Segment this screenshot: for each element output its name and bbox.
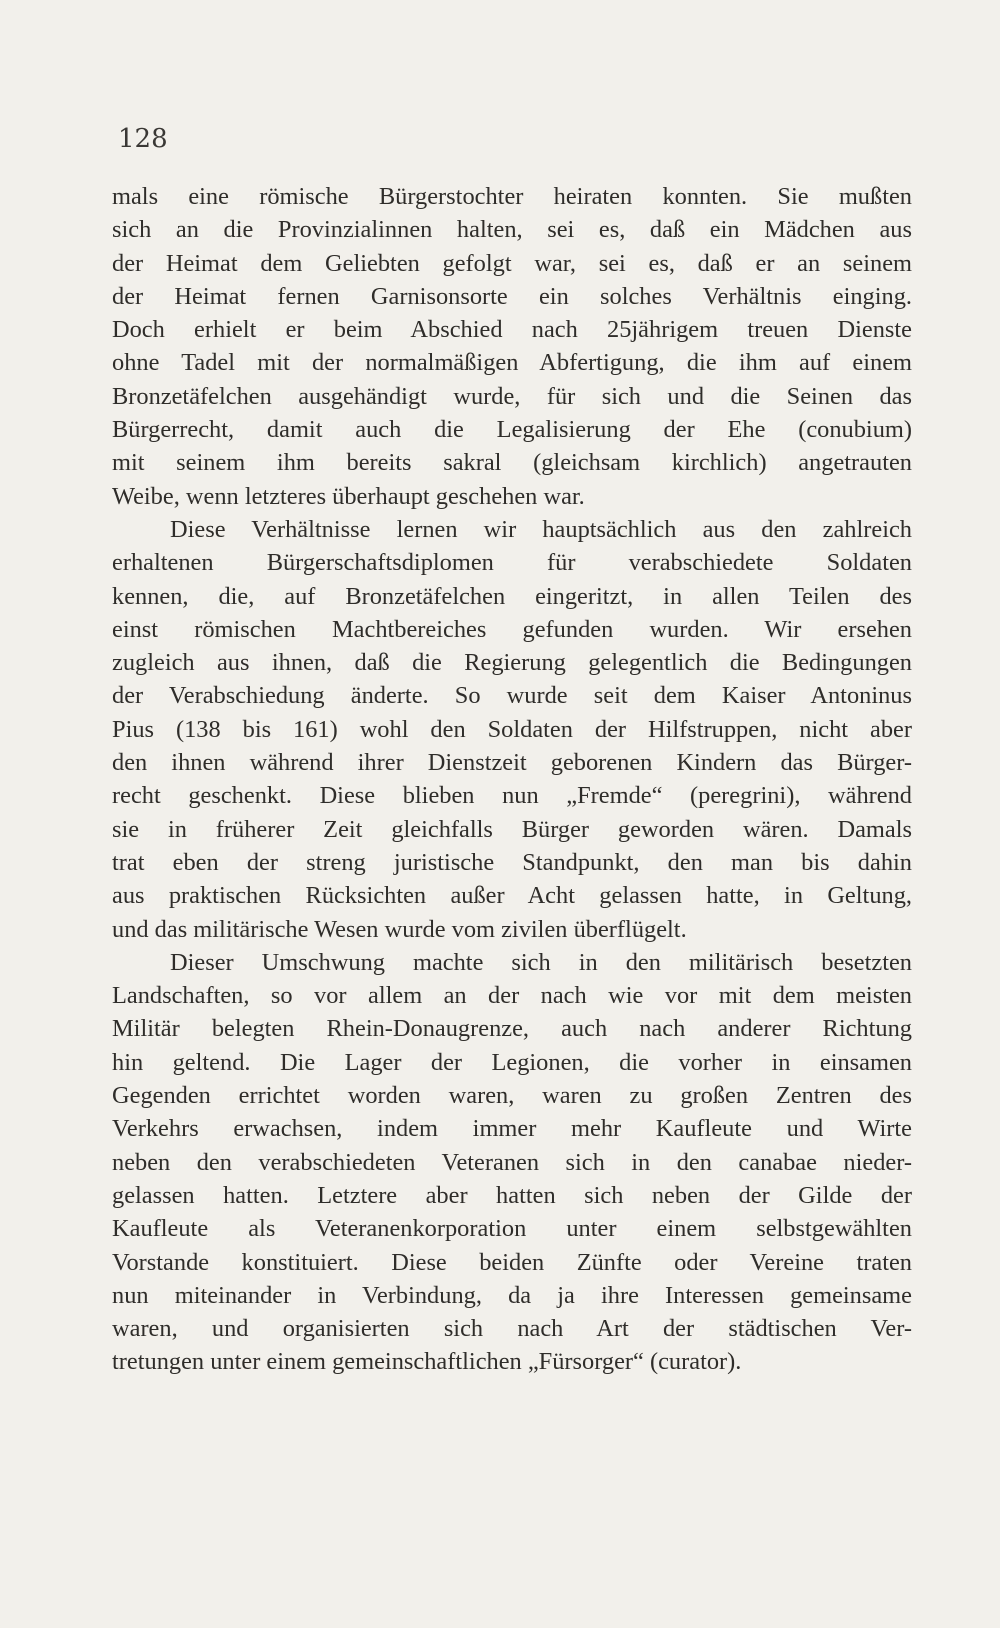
text-line: hin geltend. Die Lager der Legionen, die vorher in einsamen	[112, 1048, 912, 1076]
text-line: mit seinem ihm bereits sakral (gleichsam kirchlich) angetrauten	[112, 449, 912, 477]
text-line: der Heimat dem Geliebten gefolgt war, sei es, daß er an seinem	[112, 249, 912, 277]
text-line: einst römischen Machtbereiches gefunden wurden. Wir ersehen	[112, 615, 912, 643]
text-line: den ihnen während ihrer Dienstzeit geborenen Kindern das Bürger-	[112, 749, 912, 777]
paragraph-2	[112, 513, 912, 946]
text-line: und das militärische Wesen wurde vom zivilen überflügelt.	[112, 915, 687, 943]
text-line: sich an die Provinzialinnen halten, sei es, daß ein Mädchen aus	[112, 216, 912, 244]
text-line: erhaltenen Bürgerschaftsdiplomen für verabschiedete Soldaten	[112, 549, 912, 577]
text-line: Pius (138 bis 161) wohl den Soldaten der Hilfstruppen, nicht aber	[112, 715, 912, 743]
text-line: Landschaften, so vor allem an der nach wie vor mit dem meisten	[112, 982, 912, 1010]
text-line: trat eben der streng juristische Standpunkt, den man bis dahin	[112, 848, 912, 876]
text-line: Militär belegten Rhein-Donaugrenze, auch nach anderer Richtung	[112, 1015, 912, 1043]
text-line: Doch erhielt er beim Abschied nach 25jährigem treuen Dienste	[112, 316, 912, 344]
text-line: Kaufleute als Veteranenkorporation unter einem selbstgewählten	[112, 1215, 912, 1243]
text-line: Dieser Umschwung machte sich in den militärisch besetzten	[170, 948, 912, 976]
text-line: Vorstande konstituiert. Diese beiden Zünfte oder Vereine traten	[112, 1248, 912, 1276]
text-line: zugleich aus ihnen, daß die Regierung gelegentlich die Bedingungen	[112, 649, 912, 677]
text-line: Weibe, wenn letzteres überhaupt geschehen war.	[112, 482, 585, 510]
text-line: Gegenden errichtet worden waren, waren zu großen Zentren des	[112, 1082, 912, 1110]
text-line: waren, und organisierten sich nach Art der städtischen Ver-	[112, 1315, 912, 1343]
text-line: mals eine römische Bürgerstochter heiraten konnten. Sie mußten	[112, 183, 912, 210]
text-line: gelassen hatten. Letztere aber hatten sich neben der Gilde der	[112, 1181, 912, 1209]
text-line: neben den verabschiedeten Veteranen sich in den canabae nieder-	[112, 1148, 912, 1176]
text-line: recht geschenkt. Diese blieben nun „Fremde“ (peregrini), während	[112, 782, 912, 810]
text-line: nun miteinander in Verbindung, da ja ihre Interessen gemeinsame	[112, 1281, 912, 1309]
text-line: der Heimat fernen Garnisonsorte ein solches Verhältnis einging.	[112, 282, 912, 310]
text-line: ohne Tadel mit der normalmäßigen Abfertigung, die ihm auf einem	[112, 349, 912, 377]
text-line: tretungen unter einem gemeinschaftlichen „Fürsorger“ (curator).	[112, 1348, 742, 1376]
text-line: aus praktischen Rücksichten außer Acht gelassen hatte, in Geltung,	[112, 882, 912, 910]
text-line: Bronzetäfelchen ausgehändigt wurde, für sich und die Seinen das	[112, 382, 912, 410]
page-number: 128	[118, 124, 168, 154]
text-line: der Verabschiedung änderte. So wurde seit dem Kaiser Antoninus	[112, 682, 912, 710]
text-line: sie in früherer Zeit gleichfalls Bürger geworden wären. Damals	[112, 815, 912, 843]
text-line: kennen, die, auf Bronzetäfelchen eingeritzt, in allen Teilen des	[112, 582, 912, 610]
text-line: Bürgerrecht, damit auch die Legalisierung der Ehe (conubium)	[112, 416, 912, 444]
paragraph-1	[112, 180, 912, 513]
text-line: Diese Verhältnisse lernen wir hauptsächlich aus den zahlreich	[170, 515, 912, 543]
text-line: Verkehrs erwachsen, indem immer mehr Kaufleute und Wirte	[112, 1115, 912, 1143]
paragraph-3	[112, 946, 912, 1379]
body-text	[112, 180, 912, 1379]
